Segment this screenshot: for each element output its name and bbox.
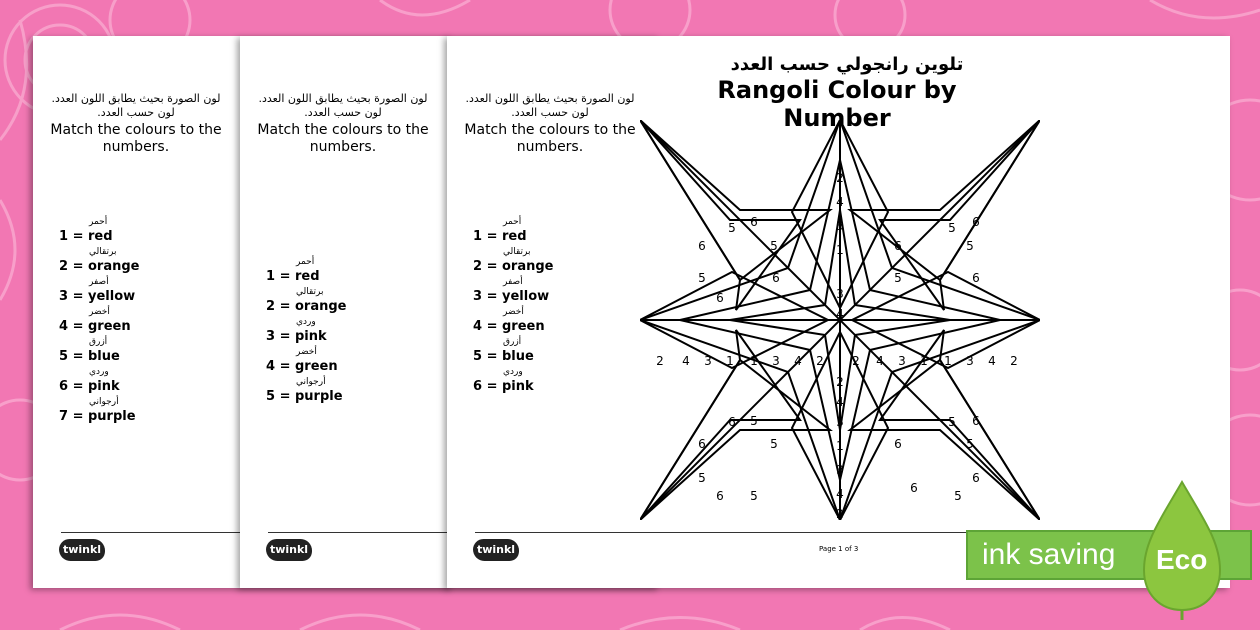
svg-text:4: 4 [836, 487, 844, 501]
svg-text:1: 1 [920, 354, 928, 368]
page-number: Page 1 of 3 [819, 545, 859, 553]
svg-text:6: 6 [894, 437, 902, 451]
svg-text:4: 4 [836, 195, 844, 209]
worksheet-title: Rangoli Colour by Number [717, 76, 957, 132]
ink-saving-eco-badge [966, 480, 1248, 600]
svg-text:5: 5 [698, 271, 706, 285]
svg-text:5: 5 [770, 239, 778, 253]
instructions-english: Match the colours to the numbers. [257, 122, 429, 155]
svg-text:6: 6 [972, 271, 980, 285]
instructions [43, 92, 229, 156]
svg-text:5: 5 [966, 239, 974, 253]
svg-text:4: 4 [836, 395, 844, 409]
svg-text:5: 5 [728, 221, 736, 235]
instructions-arabic: لون الصورة بحيث يطابق اللون العدد. لون حسب العدد. [51, 92, 221, 119]
svg-text:3: 3 [836, 463, 844, 477]
instructions-english: Match the colours to the numbers. [464, 122, 636, 155]
svg-text:5: 5 [750, 414, 758, 428]
twinkl-logo: twinkl [473, 539, 519, 561]
svg-text:4: 4 [836, 307, 844, 321]
worksheet-title-arabic: تلوين رانجولي حسب العدد [730, 54, 964, 75]
svg-text:5: 5 [770, 437, 778, 451]
svg-text:2: 2 [852, 354, 860, 368]
svg-text:6: 6 [972, 471, 980, 485]
worksheet-page-3: تلوين رانجولي حسب العدد Rangoli Colour by Number لون الصورة بحيث يطابق اللون العدد. لون حسب العدد. Match the colours to the numbers. أحمر 1 = red برتقالي 2 = orange أصفر 3 = yellow أخضر 4 = green أزرق 5 = blue وردي 6 = pink 2 4 3 1 3 4 2 4 3 1 3 4 2 2 4 3 1 1 3 4 2 2 4 3 1 1 3 4 2 5 6 6 5 5 6 6 5 6 6 5 5 6 6 5 6 5 5 6 5 6 5 5 6 6 5 6 twinkl Page 1 of 3 [447, 36, 1230, 588]
svg-text:5: 5 [698, 471, 706, 485]
svg-text:6: 6 [972, 414, 980, 428]
svg-text:1: 1 [836, 439, 844, 453]
svg-text:1: 1 [944, 354, 952, 368]
svg-text:5: 5 [966, 437, 974, 451]
svg-text:3: 3 [898, 354, 906, 368]
svg-text:6: 6 [716, 291, 724, 305]
svg-text:1: 1 [750, 354, 758, 368]
svg-text:1: 1 [836, 243, 844, 257]
instructions [457, 92, 643, 156]
badge-eco-label: Eco [1156, 544, 1208, 575]
instructions-arabic: لون الصورة بحيث يطابق اللون العدد. لون حسب العدد. [465, 92, 635, 119]
badge-text: ink saving [982, 538, 1116, 571]
worksheet-page-1: لون الصورة بحيث يطابق اللون العدد. لون حسب العدد. Match the colours to the numbers. أحمر 1 = red برتقالي 2 = orange أصفر 3 = yellow أخضر 4 = green أزرق 5 = blue وردي 6 = pink أرجواني 7 = purple twinkl [33, 36, 453, 588]
instructions-arabic: لون الصورة بحيث يطابق اللون العدد. لون حسب العدد. [258, 92, 428, 119]
svg-text:5: 5 [750, 489, 758, 503]
twinkl-logo: twinkl [59, 539, 105, 561]
svg-text:6: 6 [894, 239, 902, 253]
svg-text:6: 6 [728, 415, 736, 429]
worksheet-page-2: لون الصورة بحيث يطابق اللون العدد. لون حسب العدد. Match the colours to the numbers. أحمر 1 = red برتقالي 2 = orange وردي 3 = pink أخضر 4 = green أرجواني 5 = purple twinkl [240, 36, 660, 588]
svg-text:6: 6 [698, 239, 706, 253]
svg-text:2: 2 [816, 354, 824, 368]
svg-text:4: 4 [988, 354, 996, 368]
svg-text:3: 3 [836, 287, 844, 301]
svg-text:1: 1 [726, 354, 734, 368]
svg-text:3: 3 [704, 354, 712, 368]
svg-text:2: 2 [836, 171, 844, 185]
svg-text:4: 4 [794, 354, 802, 368]
instructions-english: Match the colours to the numbers. [50, 122, 222, 155]
svg-text:3: 3 [772, 354, 780, 368]
svg-text:3: 3 [836, 415, 844, 429]
svg-text:5: 5 [894, 271, 902, 285]
svg-text:5: 5 [948, 415, 956, 429]
svg-text:2: 2 [656, 354, 664, 368]
rangoli-outline-drawing [640, 120, 1040, 520]
svg-text:6: 6 [972, 215, 980, 229]
svg-text:6: 6 [716, 489, 724, 503]
svg-text:2: 2 [1010, 354, 1018, 368]
svg-text:6: 6 [750, 215, 758, 229]
svg-text:3: 3 [966, 354, 974, 368]
svg-text:6: 6 [698, 437, 706, 451]
svg-text:5: 5 [954, 489, 962, 503]
svg-text:4: 4 [682, 354, 690, 368]
svg-text:6: 6 [772, 271, 780, 285]
svg-text:4: 4 [876, 354, 884, 368]
instructions [250, 92, 436, 156]
svg-text:3: 3 [836, 219, 844, 233]
svg-text:6: 6 [910, 481, 918, 495]
svg-text:5: 5 [948, 221, 956, 235]
svg-text:2: 2 [836, 375, 844, 389]
svg-text:2: 2 [836, 507, 844, 520]
twinkl-logo: twinkl [266, 539, 312, 561]
